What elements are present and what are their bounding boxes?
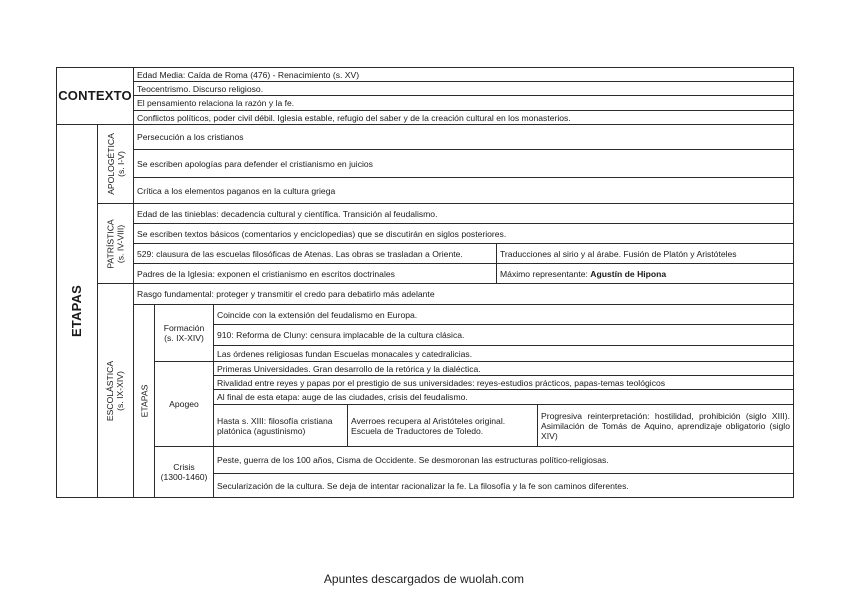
maximo-prefix: Máximo representante:: [500, 268, 591, 279]
apogeo-col: Progresiva reinterpretación: hostilidad, prohibición (siglo XIII). Asimilación de Tomás de Aquino, aprendizaje obligatorio (siglo XIV): [537, 404, 794, 447]
apogeo-row: Primeras Universidades. Gran desarrollo de la retórica y la dialéctica.: [213, 361, 794, 376]
apogeo-row: Al final de esta etapa: auge de las ciudades, crisis del feudalismo.: [213, 389, 794, 405]
contexto-label: CONTEXTO: [56, 67, 134, 125]
patristica-label: [97, 203, 134, 284]
escolastica-period: (s. IX-XIV): [115, 370, 126, 411]
crisis-name: Crisis: [173, 462, 195, 472]
escolastica-etapas-text: ETAPAS: [139, 384, 150, 418]
contexto-row: Teocentrismo. Discurso religioso.: [133, 81, 794, 96]
formacion-row: Las órdenes religiosas fundan Escuelas monacales y catedralicias.: [213, 345, 794, 362]
footer-text: Apuntes descargados de wuolah.com: [323, 572, 525, 586]
crisis-period: (1300-1460): [160, 472, 208, 482]
apologetica-period: (s. I-V): [115, 151, 126, 177]
escolastica-label: [97, 283, 134, 498]
formacion-period: (s. IX-XIV): [164, 333, 204, 343]
etapas-label: [56, 124, 98, 498]
escolastica-etapas-label: [133, 304, 155, 498]
apogeo-col: Hasta s. XIII: filosofía cristiana platónica (agustinismo): [213, 404, 348, 447]
patristica-row: Se escriben textos básicos (comentarios y enciclopedias) que se discutirán en siglos posteriores.: [133, 223, 794, 244]
contexto-row: Conflictos políticos, poder civil débil. Iglesia estable, refugio del saber y de la creación cultural en los monasterios.: [133, 110, 794, 125]
formacion-name: Formación: [163, 323, 205, 333]
crisis-row: Peste, guerra de los 100 años, Cisma de Occidente. Se desmoronan las estructuras político-religiosas.: [213, 446, 794, 474]
apologetica-row: Se escriben apologías para defender el cristianismo en juicios: [133, 149, 794, 178]
patristica-name: PATRÍSTICA: [105, 218, 116, 269]
patristica-row-right: Traducciones al sirio y al árabe. Fusión de Platón y Aristóteles: [496, 243, 794, 264]
apogeo-row: Rivalidad entre reyes y papas por el prestigio de sus universidades: reyes-estudios prácticos, papas-temas teológicos: [213, 375, 794, 390]
apogeo-label: Apogeo: [154, 361, 214, 447]
escolastica-rasgo: Rasgo fundamental: proteger y transmitir el credo para debatirlo más adelante: [133, 283, 794, 305]
crisis-row: Secularización de la cultura. Se deja de intentar racionalizar la fe. La filosofía y la fe son caminos diferentes.: [213, 473, 794, 498]
escolastica-name: ESCOLÁSTICA: [105, 360, 116, 421]
patristica-row-left: 529: clausura de las escuelas filosóficas de Atenas. Las obras se trasladan a Oriente.: [133, 243, 497, 264]
apologetica-label: [97, 124, 134, 204]
apogeo-col: Averroes recupera al Aristóteles original. Escuela de Traductores de Toledo.: [347, 404, 538, 447]
patristica-period: (s. IV-VIII): [115, 224, 126, 263]
apologetica-name: APOLOGÉTICA: [105, 133, 116, 195]
etapas-label-text: ETAPAS: [69, 284, 85, 338]
formacion-row: Coincide con la extensión del feudalismo en Europa.: [213, 304, 794, 325]
formacion-row: 910: Reforma de Cluny: censura implacable de la cultura clásica.: [213, 324, 794, 346]
patristica-row-left: Padres de la Iglesia: exponen el cristianismo en escritos doctrinales: [133, 263, 497, 284]
patristica-row: Edad de las tinieblas: decadencia cultural y científica. Transición al feudalismo.: [133, 203, 794, 224]
apologetica-row: Persecución a los cristianos: [133, 124, 794, 150]
maximo-representante: Agustín de Hipona: [590, 268, 667, 279]
contexto-row: El pensamiento relaciona la razón y la fe.: [133, 95, 794, 111]
apologetica-row: Crítica a los elementos paganos en la cultura griega: [133, 177, 794, 204]
patristica-row-right: [496, 263, 794, 284]
crisis-label: [154, 446, 214, 498]
formacion-label: [154, 304, 214, 362]
contexto-row: Edad Media: Caída de Roma (476) - Renacimiento (s. XV): [133, 67, 794, 82]
